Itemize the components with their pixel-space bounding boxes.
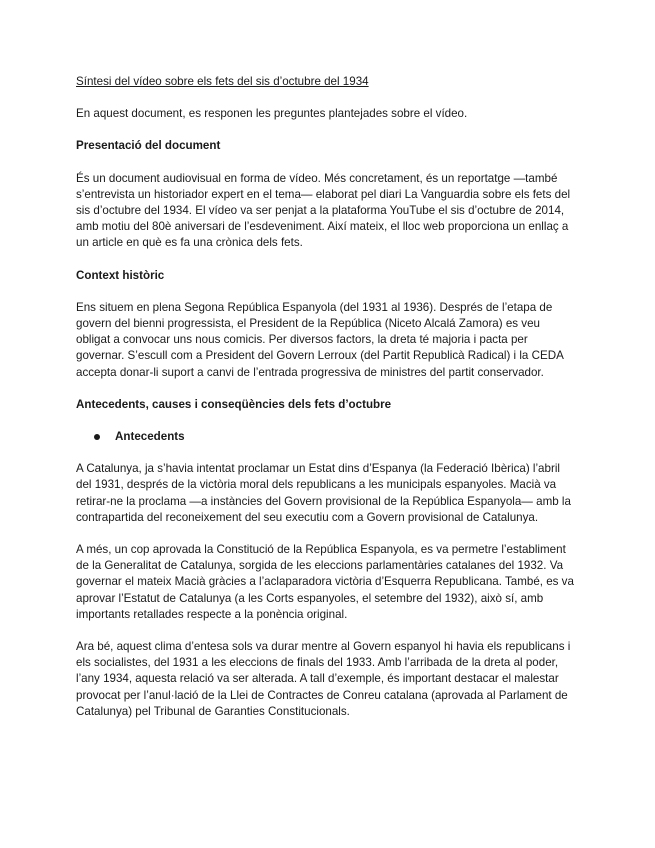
antecedents-paragraph-3: Ara bé, aquest clima d’entesa sols va durar mentre al Govern espanyol hi havia els republicans i els socialistes, del 1931 a les eleccions de finals del 1933. Amb l’arribada de la dreta al poder, l’any 1934, aquesta relació va ser alterada. A tall d’exemple, és important destacar el malestar provocat per l’anul·lació de la Llei de Contractes de Conreu catalana (aprovada al Parlament de Catalunya) pel Tribunal de Garanties Constitucionals. <box>76 640 571 718</box>
bullet-label: Antecedents <box>115 430 185 444</box>
document-title: Síntesi del vídeo sobre els fets del sis d’octubre del 1934 <box>76 75 369 88</box>
section-heading-antecedents: Antecedents, causes i conseqüències dels fets d’octubre <box>76 397 392 411</box>
bullet-item-antecedents <box>94 429 576 445</box>
presentation-paragraph: És un document audiovisual en forma de vídeo. Més concretament, és un reportatge —també s’entrevista un historiador expert en el tema— elaborat pel diari La Vanguardia sobre els fets del sis d’octubre del 1934. El vídeo va ser penjat a la plataforma YouTube el sis d’octubre de 2014, amb motiu del 80è aniversari de l’esdeveniment. Així mateix, el lloc web proporciona un enllaç a un article en què es fa una crònica dels fets. <box>76 171 571 250</box>
document-page <box>76 74 576 736</box>
intro-paragraph: En aquest document, es responen les preguntes plantejades sobre el vídeo. <box>76 107 468 121</box>
antecedents-paragraph-2: A més, un cop aprovada la Constitució de la República Espanyola, es va permetre l’establiment de la Generalitat de Catalunya, sorgida de les eleccions parlamentàries catalanes del 1932. Va governar el mateix Macià gràcies a l’aclaparadora victòria d’Esquerra Republicana. També, es va aprovar l’Estatut de Catalunya (a les Corts espanyoles, el setembre del 1932), això sí, amb importants retallades respecte a la ponència original. <box>76 543 574 621</box>
antecedents-paragraph-1: A Catalunya, ja s’havia intentat proclamar un Estat dins d’Espanya (la Federació Ibèrica) l’abril del 1931, després de la victòria moral dels republicans a les municipals espanyoles. Macià va retirar-ne la proclama —a instàncies del Govern provisional de la República Espanyola— amb la contrapartida del reconeixement del seu executiu com a Govern provisional de Catalunya. <box>76 462 571 524</box>
section-heading-context: Context històric <box>76 268 165 282</box>
context-paragraph: Ens situem en plena Segona República Espanyola (del 1931 al 1936). Després de l’etapa de govern del bienni progressista, el President de la República (Niceto Alcalá Zamora) es veu obligat a convocar uns nous comicis. Per diversos factors, la dreta té majoria i pacta per governar. S’escull com a President del Govern Lerroux (del Partit Republicà Radical) i la CEDA accepta donar-li suport a canvi de l’entrada progressiva de ministres del partit conservador. <box>76 300 564 379</box>
section-heading-presentation: Presentació del document <box>76 139 221 153</box>
bullet-icon <box>94 434 100 440</box>
